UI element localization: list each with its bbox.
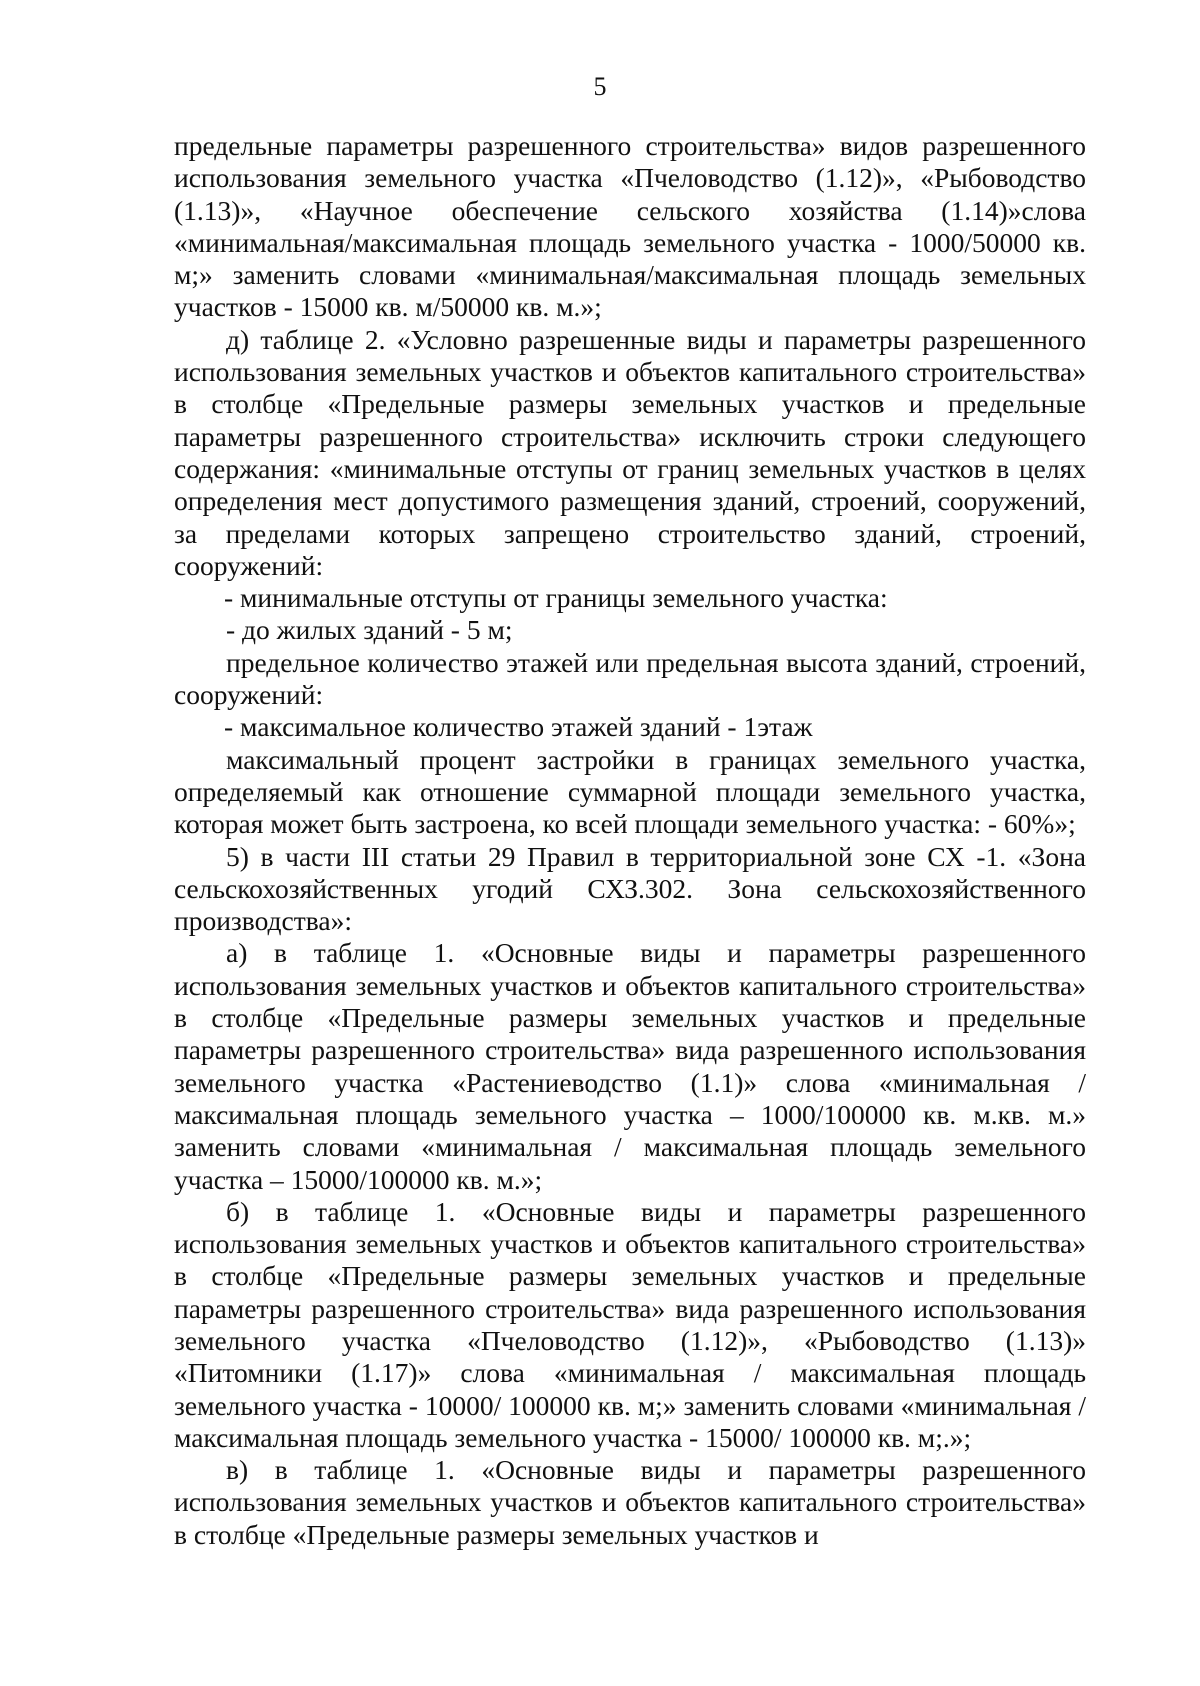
- paragraph-item-v: в) в таблице 1. «Основные виды и параметры разрешенного использования земельных участков и объектов капитального строительства» в столбце «Предельные размеры земельных участков и: [174, 1454, 1086, 1550]
- paragraph-item-b: б) в таблице 1. «Основные виды и параметры разрешенного использования земельных участков и объектов капитального строительства» в столбце «Предельные размеры земельных участков и предельные параметры разрешенного строительства» вида разрешенного использования земельного участка «Пчеловодство (1.12)», «Рыбоводство (1.13)» «Питомники (1.17)» слова «минимальная / максимальная площадь земельного участка - 10000/ 100000 кв. м;» заменить словами «минимальная / максимальная площадь земельного участка - 15000/ 100000 кв. м;.»;: [174, 1195, 1086, 1453]
- page-number: 5: [593, 72, 607, 101]
- paragraph-max-floors-line: - максимальное количество этажей зданий - 1этаж: [224, 711, 813, 743]
- paragraph-residential-line: - до жилых зданий - 5 м;: [226, 614, 513, 646]
- paragraph-item-5: 5) в части III статьи 29 Правил в территориальной зоне СХ -1. «Зона сельскохозяйственных угодий СХЗ.302. Зона сельскохозяйственного производства»:: [174, 840, 1086, 937]
- paragraph-max-floors-heading: предельное количество этажей или предельная высота зданий, строений, сооружений:: [174, 646, 1086, 711]
- paragraph-continuation: предельные параметры разрешенного строительства» видов разрешенного использования земельного участка «Пчеловодство (1.12)», «Рыбоводство (1.13)», «Научное обеспечение сельского хозяйства (1.14)»слова «минимальная/максимальная площадь земельного участка - 1000/50000 кв. м;» заменить словами «минимальная/максимальная площадь земельных участков - 15000 кв. м/50000 кв. м.»;: [174, 130, 1086, 323]
- paragraph-item-d: д) таблице 2. «Условно разрешенные виды и параметры разрешенного использования земельных участков и объектов капитального строительства» в столбце «Предельные размеры земельных участков и предельные параметры разрешенного строительства» исключить строки следующего содержания: «минимальные отступы от границ земельных участков в целях определения мест допустимого размещения зданий, строений, сооружений, за пределами которых запрещено строительство зданий, строений, сооружений:: [174, 323, 1086, 581]
- document-body: [174, 130, 1086, 1551]
- paragraph-setback-line: - минимальные отступы от границы земельного участка:: [224, 582, 888, 614]
- paragraph-max-coverage: максимальный процент застройки в границах земельного участка, определяемый как отношение суммарной площади земельного участка, которая может быть застроена, ко всей площади земельного участка: - 60%»;: [174, 743, 1086, 840]
- paragraph-item-a: а) в таблице 1. «Основные виды и параметры разрешенного использования земельных участков и объектов капитального строительства» в столбце «Предельные размеры земельных участков и предельные параметры разрешенного строительства» вида разрешенного использования земельного участка «Растениеводство (1.1)» слова «минимальная / максимальная площадь земельного участка – 1000/100000 кв. м.кв. м.» заменить словами «минимальная / максимальная площадь земельного участка – 15000/100000 кв. м.»;: [174, 937, 1086, 1195]
